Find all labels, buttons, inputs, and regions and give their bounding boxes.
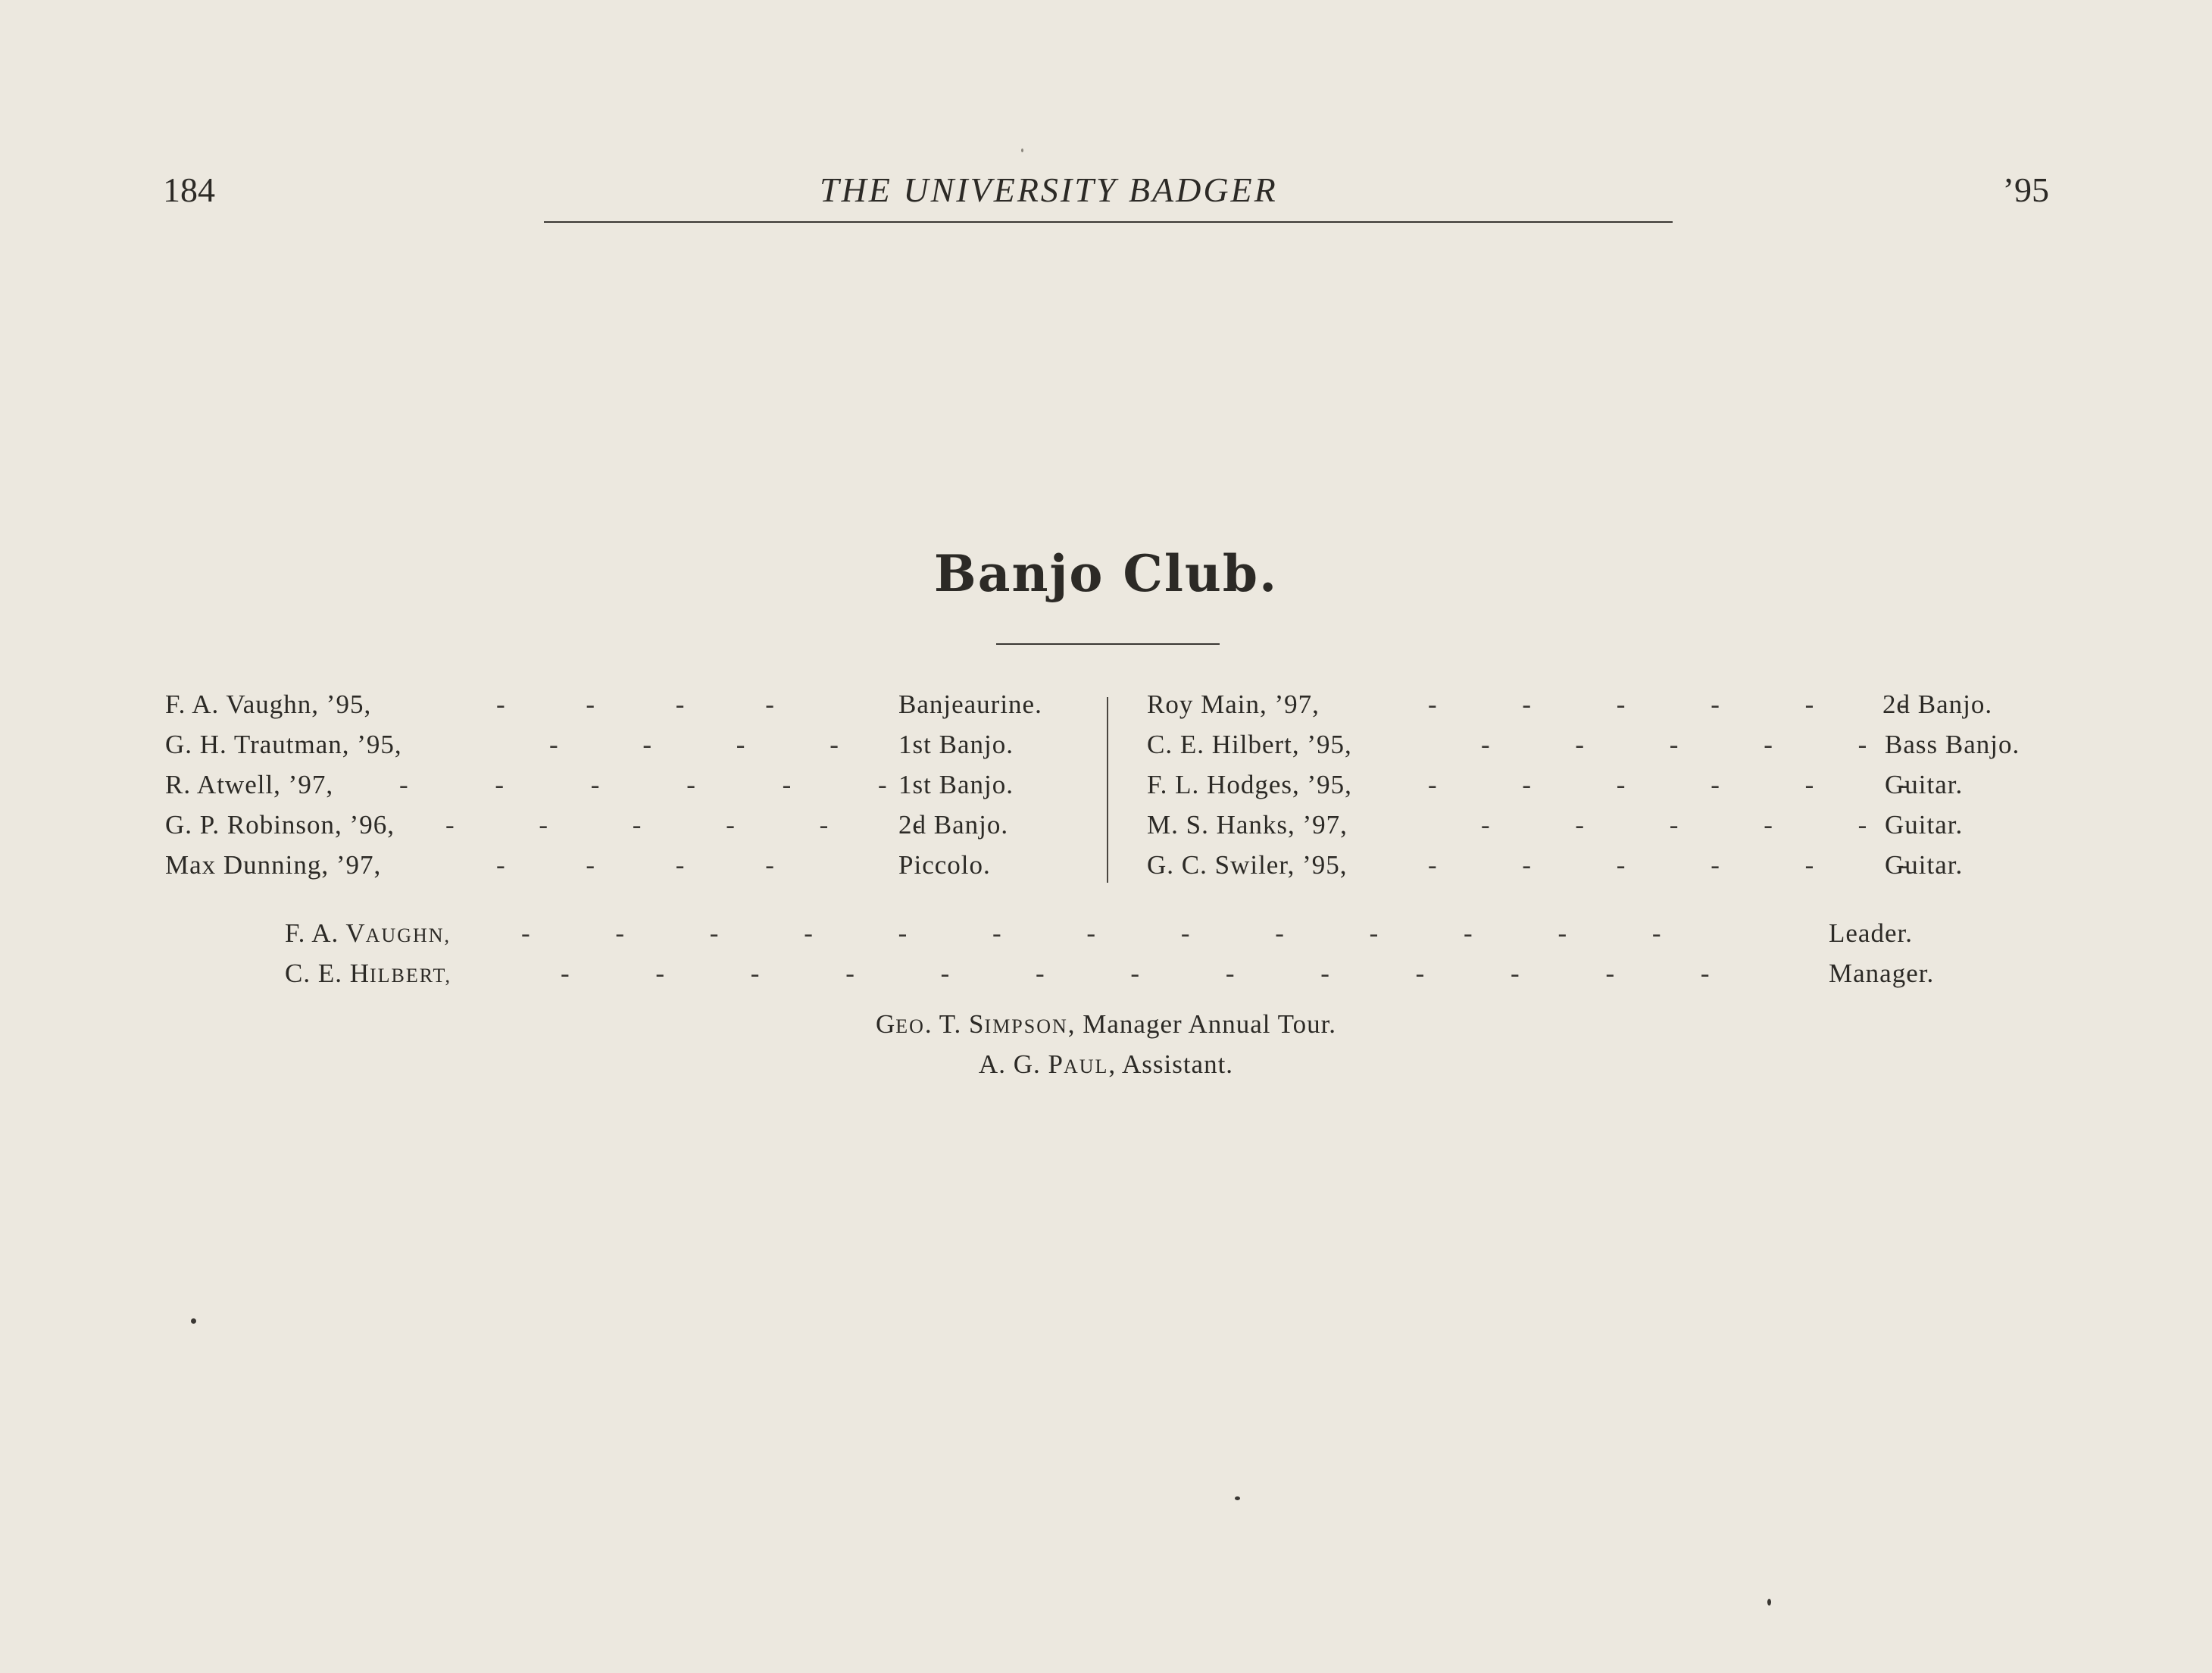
officer-name: F. A. VAUGHN, <box>285 918 451 948</box>
leader-dots: - - - - - - <box>1428 770 1908 799</box>
member-name: G. C. Swiler, ’95, <box>1147 850 1348 880</box>
page-number: 184 <box>163 170 215 209</box>
member-name: G. H. Trautman, ’95, <box>165 730 402 759</box>
member-instrument: 1st Banjo. <box>898 730 1014 759</box>
leader-dots: - - - - - - <box>1428 850 1908 880</box>
member-instrument: 1st Banjo. <box>898 770 1014 799</box>
paper-speck <box>1021 149 1023 152</box>
leader-dots: - - - - - - - - - - - - - <box>521 918 1661 948</box>
member-instrument: Guitar. <box>1885 770 1964 799</box>
paper-speck <box>1767 1599 1771 1606</box>
column-divider <box>1107 697 1108 883</box>
member-instrument: Guitar. <box>1885 850 1964 880</box>
member-instrument: Guitar. <box>1885 810 1964 840</box>
leader-dots: - - - - <box>496 850 774 880</box>
member-name: G. P. Robinson, ’96, <box>165 810 395 840</box>
officer-name: C. E. HILBERT, <box>285 958 451 988</box>
header-rule <box>544 221 1673 223</box>
running-header-title: THE UNIVERSITY BADGER <box>820 170 1278 209</box>
tour-assistant-line: A. G. PAUL, Assistant. <box>978 1049 1234 1079</box>
title-rule <box>996 643 1220 645</box>
member-instrument: 2d Banjo. <box>1882 690 1993 719</box>
leader-dots: - - - - - - <box>399 770 887 799</box>
member-name: F. A. Vaughn, ’95, <box>165 690 372 719</box>
leader-dots: - - - - - - - - - - - - - <box>561 958 1710 988</box>
leader-dots: - - - - - <box>1481 730 1867 759</box>
year-mark: ’95 <box>2002 170 2049 209</box>
member-name: F. L. Hodges, ’95, <box>1147 770 1352 799</box>
member-name: C. E. Hilbert, ’95, <box>1147 730 1352 759</box>
leader-dots: - - - - - <box>1481 810 1867 840</box>
officer-role: Manager. <box>1829 958 1935 988</box>
officer-role: Leader. <box>1829 918 1913 948</box>
paper-speck <box>191 1318 196 1324</box>
member-instrument: Piccolo. <box>898 850 991 880</box>
leader-dots: - - - - - - <box>1428 690 1908 719</box>
member-name: R. Atwell, ’97, <box>165 770 334 799</box>
leader-dots: - - - - - - <box>445 810 922 840</box>
leader-dots: - - - - <box>496 690 774 719</box>
paper-speck <box>1235 1496 1240 1500</box>
member-name: Roy Main, ’97, <box>1147 690 1320 719</box>
section-title: Banjo Club. <box>933 544 1279 603</box>
member-instrument: Banjeaurine. <box>898 690 1042 719</box>
member-name: M. S. Hanks, ’97, <box>1147 810 1348 840</box>
member-instrument: Bass Banjo. <box>1885 730 2020 759</box>
leader-dots: - - - - <box>549 730 839 759</box>
member-name: Max Dunning, ’97, <box>165 850 382 880</box>
tour-manager-line: GEO. T. SIMPSON, Manager Annual Tour. <box>875 1009 1337 1039</box>
member-instrument: 2d Banjo. <box>898 810 1009 840</box>
